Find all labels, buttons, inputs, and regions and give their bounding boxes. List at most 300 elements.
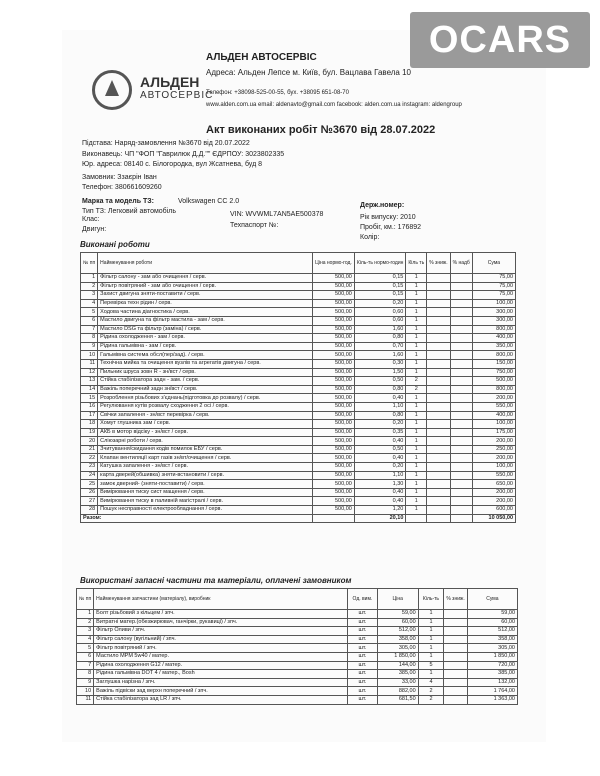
works-cell-number: 24	[81, 471, 98, 480]
parts-cell-unit: шт.	[348, 695, 378, 704]
works-cell-price: 500,00	[313, 506, 355, 515]
works-cell-qty: 1	[406, 325, 427, 334]
parts-cell-price: 1 850,00	[377, 652, 418, 661]
works-cell-sum: 175,00	[472, 428, 515, 437]
works-cell-sum: 800,00	[472, 325, 515, 334]
works-cell-sum: 300,00	[472, 308, 515, 317]
works-cell-number: 9	[81, 342, 98, 351]
works-cell-sum: 200,00	[472, 497, 515, 506]
works-cell-name: Зчитування/скидання кодів помилок ЕБУ / серв.	[98, 445, 313, 454]
parts-cell-price: 305,00	[377, 644, 418, 653]
works-cell-number: 8	[81, 334, 98, 343]
works-col-qty: Кіль ть	[406, 253, 427, 274]
works-table-row	[81, 299, 516, 308]
parts-cell-price: 59,00	[377, 610, 418, 619]
works-cell-price: 500,00	[313, 299, 355, 308]
works-table-row	[81, 385, 516, 394]
works-cell-markup	[450, 342, 472, 351]
works-cell-discount	[427, 497, 450, 506]
works-table-row	[81, 351, 516, 360]
works-cell-sum: 200,00	[472, 394, 515, 403]
works-cell-name: Фільтр салону - зам або очищення / серв.	[98, 274, 313, 283]
works-cell-hours: 1,10	[354, 471, 406, 480]
works-cell-hours: 0,80	[354, 411, 406, 420]
works-cell-discount	[427, 480, 450, 489]
works-cell-number: 10	[81, 351, 98, 360]
works-cell-sum: 250,00	[472, 445, 515, 454]
works-cell-number: 13	[81, 377, 98, 386]
model-label: Марка та модель ТЗ:	[82, 198, 154, 205]
works-cell-number: 4	[81, 299, 98, 308]
parts-cell-discount	[444, 644, 467, 653]
works-cell-qty: 1	[406, 454, 427, 463]
parts-cell-qty: 1	[418, 652, 444, 661]
logo-subtext: АВТОСЕРВІС	[140, 90, 214, 101]
parts-table	[76, 588, 518, 705]
parts-cell-price: 33,00	[377, 678, 418, 687]
parts-cell-discount	[444, 670, 467, 679]
parts-cell-name: Болт різьбовий з кільцем / зпч.	[94, 610, 348, 619]
parts-cell-qty: 4	[418, 678, 444, 687]
works-cell-name: Сліюзарні роботи / серв.	[98, 437, 313, 446]
works-cell-discount	[427, 437, 450, 446]
model: Volkswagen CC 2.0	[178, 198, 240, 205]
works-cell-price: 500,00	[313, 368, 355, 377]
parts-col-discount: % зниж.	[444, 589, 467, 610]
works-cell-number: 5	[81, 308, 98, 317]
vehicle-class: Клас:	[82, 216, 100, 223]
works-cell-hours: 1,60	[354, 325, 406, 334]
works-cell-discount	[427, 428, 450, 437]
works-cell-markup	[450, 299, 472, 308]
works-table-row	[81, 368, 516, 377]
works-cell-qty: 1	[406, 437, 427, 446]
works-cell-markup	[450, 351, 472, 360]
customer: Замовник: Ззаєрін Іван	[82, 174, 157, 181]
works-cell-markup	[450, 334, 472, 343]
parts-cell-unit: шт.	[348, 610, 378, 619]
works-cell-markup	[450, 454, 472, 463]
company-phones: Телефон: +38098-525-00-55, бух. +38095 651-08-70	[206, 90, 349, 96]
parts-cell-price: 681,50	[377, 695, 418, 704]
works-table-row	[81, 420, 516, 429]
parts-cell-qty: 1	[418, 627, 444, 636]
works-col-hours: Кіль-ть нормо-годин	[354, 253, 406, 274]
works-cell-qty: 1	[406, 291, 427, 300]
works-cell-qty: 1	[406, 394, 427, 403]
works-cell-number: 26	[81, 488, 98, 497]
act-title: Акт виконаних робіт №3670 від 28.07.2022	[206, 124, 436, 136]
works-cell-price: 500,00	[313, 428, 355, 437]
parts-header-row	[77, 589, 518, 610]
works-cell-sum: 550,00	[472, 471, 515, 480]
works-cell-discount	[427, 454, 450, 463]
works-cell-price: 500,00	[313, 274, 355, 283]
works-cell-discount	[427, 463, 450, 472]
works-cell-markup	[450, 411, 472, 420]
parts-table-row	[77, 687, 518, 696]
works-cell-discount	[427, 334, 450, 343]
works-cell-number: 16	[81, 402, 98, 411]
works-table-row	[81, 480, 516, 489]
works-cell-price: 500,00	[313, 497, 355, 506]
works-cell-markup	[450, 428, 472, 437]
works-cell-price: 500,00	[313, 445, 355, 454]
works-cell-markup	[450, 308, 472, 317]
works-cell-qty: 1	[406, 274, 427, 283]
parts-section-title: Використані запасні частини та матеріали, оплачені замовником	[80, 576, 352, 585]
parts-table-row	[77, 678, 518, 687]
works-total-row	[81, 514, 516, 523]
parts-col-unit: Од. вим.	[348, 589, 378, 610]
parts-cell-number: 11	[77, 695, 94, 704]
parts-cell-number: 9	[77, 678, 94, 687]
parts-cell-discount	[444, 618, 467, 627]
works-cell-price: 500,00	[313, 402, 355, 411]
works-cell-sum: 800,00	[472, 385, 515, 394]
works-cell-name: Катушка запалення - зн/вст / серв.	[98, 463, 313, 472]
works-cell-sum: 650,00	[472, 480, 515, 489]
works-cell-qty: 1	[406, 420, 427, 429]
works-cell-markup	[450, 437, 472, 446]
works-table-row	[81, 334, 516, 343]
parts-table-row	[77, 670, 518, 679]
works-cell-hours: 0,80	[354, 385, 406, 394]
works-cell-hours: 0,40	[354, 394, 406, 403]
works-table-row	[81, 325, 516, 334]
works-cell-price: 500,00	[313, 316, 355, 325]
works-cell-name: Стійка стабілізатора задн - зам. / серв.	[98, 377, 313, 386]
works-cell-discount	[427, 445, 450, 454]
works-cell-price: 500,00	[313, 437, 355, 446]
works-cell-sum: 100,00	[472, 463, 515, 472]
works-cell-price: 500,00	[313, 342, 355, 351]
works-cell-sum: 100,00	[472, 299, 515, 308]
parts-cell-number: 10	[77, 687, 94, 696]
works-cell-number: 23	[81, 463, 98, 472]
works-table-row	[81, 445, 516, 454]
works-cell-hours: 0,35	[354, 428, 406, 437]
parts-cell-name: Рідина охолодження G12 / матер.	[94, 661, 348, 670]
vin: VIN: WVWML7AN5AE500378	[230, 211, 324, 218]
works-table-row	[81, 308, 516, 317]
parts-cell-sum: 1 764,00	[467, 687, 517, 696]
works-cell-sum: 600,00	[472, 506, 515, 515]
watermark-logo: OCARS	[410, 12, 590, 68]
parts-cell-unit: шт.	[348, 644, 378, 653]
works-cell-hours: 0,40	[354, 497, 406, 506]
parts-cell-qty: 1	[418, 644, 444, 653]
works-cell-sum: 550,00	[472, 402, 515, 411]
works-cell-name: Регулювання кутів розвалу сходження 2 осі / серв.	[98, 402, 313, 411]
logo-text: АЛЬДЕН	[140, 74, 200, 90]
works-table-row	[81, 316, 516, 325]
works-table-row	[81, 497, 516, 506]
works-cell-name: Ходова частина діагностика / серв.	[98, 308, 313, 317]
works-cell-hours: 1,60	[354, 351, 406, 360]
parts-col-number: № пп	[77, 589, 94, 610]
parts-cell-sum: 59,00	[467, 610, 517, 619]
works-cell-discount	[427, 488, 450, 497]
works-cell-qty: 1	[406, 445, 427, 454]
vehicle-type: Тип ТЗ: Легковий автомобіль	[82, 208, 176, 215]
works-cell-price: 500,00	[313, 351, 355, 360]
works-cell-markup	[450, 282, 472, 291]
works-cell-number: 28	[81, 506, 98, 515]
parts-cell-number: 7	[77, 661, 94, 670]
executor: Виконавець: ЧП "ФОП "Гаврилюк Д.Д."" ЄДРПОУ: 3023802335	[82, 151, 285, 158]
works-cell-number: 15	[81, 394, 98, 403]
parts-cell-discount	[444, 661, 467, 670]
parts-cell-qty: 5	[418, 661, 444, 670]
works-cell-price: 500,00	[313, 488, 355, 497]
works-cell-sum: 300,00	[472, 316, 515, 325]
parts-cell-name: Фільтр салону (вугільний) / зпч.	[94, 635, 348, 644]
works-table-row	[81, 471, 516, 480]
parts-cell-name: Мастило MPM 5w40 / матер.	[94, 652, 348, 661]
works-cell-discount	[427, 325, 450, 334]
parts-cell-price: 512,00	[377, 627, 418, 636]
works-cell-name: Мастило DSG та фільтр (заміна) / серв.	[98, 325, 313, 334]
works-cell-hours: 0,30	[354, 359, 406, 368]
mileage: Пробіг, км.: 176892	[360, 224, 422, 231]
parts-table-row	[77, 652, 518, 661]
works-cell-markup	[450, 420, 472, 429]
works-cell-number: 19	[81, 428, 98, 437]
works-cell-discount	[427, 394, 450, 403]
works-cell-name: карта дверей(обшивка) зняти-встановити / серв.	[98, 471, 313, 480]
parts-cell-name: Фільтр повітряний / зпч.	[94, 644, 348, 653]
works-cell-markup	[450, 291, 472, 300]
parts-cell-number: 8	[77, 670, 94, 679]
works-cell-sum: 400,00	[472, 411, 515, 420]
works-section-title: Виконані роботи	[80, 240, 150, 249]
works-cell-price: 500,00	[313, 463, 355, 472]
works-cell-markup	[450, 316, 472, 325]
works-cell-number: 1	[81, 274, 98, 283]
parts-col-price: Ціна	[377, 589, 418, 610]
works-cell-hours: 0,60	[354, 308, 406, 317]
works-cell-qty: 1	[406, 480, 427, 489]
parts-cell-sum: 60,00	[467, 618, 517, 627]
works-cell-number: 6	[81, 316, 98, 325]
works-cell-markup	[450, 359, 472, 368]
works-cell-qty: 1	[406, 488, 427, 497]
works-cell-qty: 1	[406, 299, 427, 308]
parts-cell-discount	[444, 687, 467, 696]
works-cell-name: Перевірка техн рідин / серв.	[98, 299, 313, 308]
parts-cell-unit: шт.	[348, 635, 378, 644]
works-cell-discount	[427, 368, 450, 377]
works-cell-markup	[450, 471, 472, 480]
works-table-row	[81, 463, 516, 472]
works-cell-price: 500,00	[313, 471, 355, 480]
works-table-row	[81, 377, 516, 386]
parts-cell-name: Важіль підвіски зад верхн поперечний / зпч.	[94, 687, 348, 696]
basis: Підстава: Наряд-замовлення №3670 від 20.07.2022	[82, 140, 250, 147]
works-col-discount: % зниж.	[427, 253, 450, 274]
works-table-row	[81, 454, 516, 463]
works-cell-markup	[450, 385, 472, 394]
parts-cell-number: 4	[77, 635, 94, 644]
works-cell-discount	[427, 377, 450, 386]
works-cell-qty: 1	[406, 351, 427, 360]
works-cell-discount	[427, 308, 450, 317]
works-total-hours: 20,10	[354, 514, 406, 523]
works-cell-number: 27	[81, 497, 98, 506]
works-cell-qty: 1	[406, 411, 427, 420]
works-cell-discount	[427, 420, 450, 429]
company-web: www.alden.com.ua email: aldenavto@gmail.com facebook: alden.com.ua instagram: aldengroup	[206, 102, 462, 108]
year: Рік випуску: 2010	[360, 214, 416, 221]
parts-cell-qty: 2	[418, 687, 444, 696]
works-cell-hours: 1,50	[354, 368, 406, 377]
works-table-row	[81, 282, 516, 291]
works-cell-number: 20	[81, 437, 98, 446]
works-cell-qty: 2	[406, 377, 427, 386]
parts-col-qty: Кіль-ть	[418, 589, 444, 610]
works-cell-qty: 1	[406, 428, 427, 437]
works-cell-hours: 0,50	[354, 445, 406, 454]
works-cell-discount	[427, 471, 450, 480]
parts-col-name: Найменування запчастини (матеріалу), виробник	[94, 589, 348, 610]
works-cell-hours: 0,70	[354, 342, 406, 351]
parts-cell-discount	[444, 635, 467, 644]
works-col-sum: Сума	[472, 253, 515, 274]
works-total-label: Разом:	[81, 514, 313, 523]
works-cell-hours: 1,20	[354, 506, 406, 515]
works-table-row	[81, 428, 516, 437]
works-cell-sum: 200,00	[472, 437, 515, 446]
parts-cell-number: 5	[77, 644, 94, 653]
works-cell-sum: 200,00	[472, 454, 515, 463]
works-cell-hours: 0,15	[354, 282, 406, 291]
works-cell-discount	[427, 299, 450, 308]
parts-cell-name: Рідина гальмівна DOT 4 / матер., Bosh	[94, 670, 348, 679]
techpassport: Техпаспорт №:	[230, 222, 279, 229]
parts-cell-number: 6	[77, 652, 94, 661]
parts-cell-name: Стійка стабілізатора зад LR / зпч.	[94, 695, 348, 704]
legal-address: Юр. адреса: 08140 с. Білогородка, вул Жсатнева, буд 8	[82, 161, 262, 168]
works-cell-qty: 1	[406, 342, 427, 351]
works-cell-price: 500,00	[313, 411, 355, 420]
works-cell-qty: 1	[406, 308, 427, 317]
works-cell-name: Вимірювання тиску сист мащення / серв.	[98, 488, 313, 497]
works-cell-qty: 1	[406, 334, 427, 343]
works-cell-price: 500,00	[313, 454, 355, 463]
works-cell-name: АКБ в мотор відсіку - зн/вст / серв.	[98, 428, 313, 437]
works-cell-markup	[450, 445, 472, 454]
customer-phone: Телефон: 380661609260	[82, 184, 162, 191]
parts-cell-qty: 2	[418, 695, 444, 704]
works-cell-discount	[427, 402, 450, 411]
works-cell-discount	[427, 359, 450, 368]
parts-cell-discount	[444, 695, 467, 704]
parts-cell-sum: 1 363,00	[467, 695, 517, 704]
parts-table-row	[77, 635, 518, 644]
works-cell-number: 11	[81, 359, 98, 368]
works-cell-sum: 350,00	[472, 342, 515, 351]
works-cell-name: замок дверний- (зняти-поставити) / серв.	[98, 480, 313, 489]
parts-cell-discount	[444, 627, 467, 636]
color: Колір:	[360, 234, 380, 241]
parts-cell-price: 60,00	[377, 618, 418, 627]
works-cell-qty: 1	[406, 497, 427, 506]
parts-cell-sum: 385,00	[467, 670, 517, 679]
works-cell-discount	[427, 385, 450, 394]
works-cell-markup	[450, 274, 472, 283]
parts-cell-qty: 1	[418, 610, 444, 619]
works-cell-hours: 0,40	[354, 488, 406, 497]
works-col-price: Ціна нормо-год.	[313, 253, 355, 274]
parts-cell-sum: 1 850,00	[467, 652, 517, 661]
works-cell-qty: 1	[406, 316, 427, 325]
works-cell-markup	[450, 402, 472, 411]
parts-cell-discount	[444, 610, 467, 619]
engine: Двигун:	[82, 226, 107, 233]
works-cell-number: 3	[81, 291, 98, 300]
works-cell-hours: 0,15	[354, 291, 406, 300]
works-cell-qty: 1	[406, 368, 427, 377]
parts-table-row	[77, 644, 518, 653]
works-cell-markup	[450, 506, 472, 515]
parts-cell-unit: шт.	[348, 627, 378, 636]
company-name: АЛЬДЕН АВТОСЕРВІС	[206, 52, 317, 63]
parts-cell-number: 3	[77, 627, 94, 636]
works-cell-name: Технічна мийка та очищення вузлів та агрегатів двигуна / серв.	[98, 359, 313, 368]
works-cell-price: 500,00	[313, 385, 355, 394]
works-cell-sum: 150,00	[472, 359, 515, 368]
works-table-row	[81, 506, 516, 515]
works-cell-markup	[450, 394, 472, 403]
parts-col-sum: Сума	[467, 589, 517, 610]
parts-cell-price: 385,00	[377, 670, 418, 679]
works-cell-sum: 500,00	[472, 377, 515, 386]
works-cell-sum: 750,00	[472, 368, 515, 377]
works-cell-qty: 1	[406, 471, 427, 480]
works-cell-hours: 0,80	[354, 334, 406, 343]
works-cell-name: Фільтр повітряний - зам або очищення / серв.	[98, 282, 313, 291]
works-cell-sum: 800,00	[472, 351, 515, 360]
works-table-row	[81, 342, 516, 351]
works-cell-hours: 0,50	[354, 377, 406, 386]
works-cell-qty: 1	[406, 359, 427, 368]
works-table-row	[81, 437, 516, 446]
works-col-markup: % надб	[450, 253, 472, 274]
works-cell-price: 500,00	[313, 334, 355, 343]
works-cell-qty: 1	[406, 506, 427, 515]
works-cell-sum: 75,00	[472, 291, 515, 300]
parts-table-row	[77, 695, 518, 704]
works-cell-discount	[427, 506, 450, 515]
parts-cell-sum: 512,00	[467, 627, 517, 636]
works-table-row	[81, 488, 516, 497]
works-cell-hours: 0,40	[354, 454, 406, 463]
works-cell-name: Мастило двигуна та фільтр мастила - зам / серв.	[98, 316, 313, 325]
works-total-sum: 10 050,00	[472, 514, 515, 523]
works-cell-markup	[450, 497, 472, 506]
works-cell-hours: 1,30	[354, 480, 406, 489]
works-cell-hours: 0,20	[354, 463, 406, 472]
works-cell-qty: 1	[406, 282, 427, 291]
works-table	[80, 252, 516, 523]
parts-cell-name: Заглушка нарізна / зпч.	[94, 678, 348, 687]
works-cell-price: 500,00	[313, 308, 355, 317]
parts-cell-discount	[444, 652, 467, 661]
works-table-row	[81, 394, 516, 403]
works-header-row	[81, 253, 516, 274]
works-table-row	[81, 291, 516, 300]
